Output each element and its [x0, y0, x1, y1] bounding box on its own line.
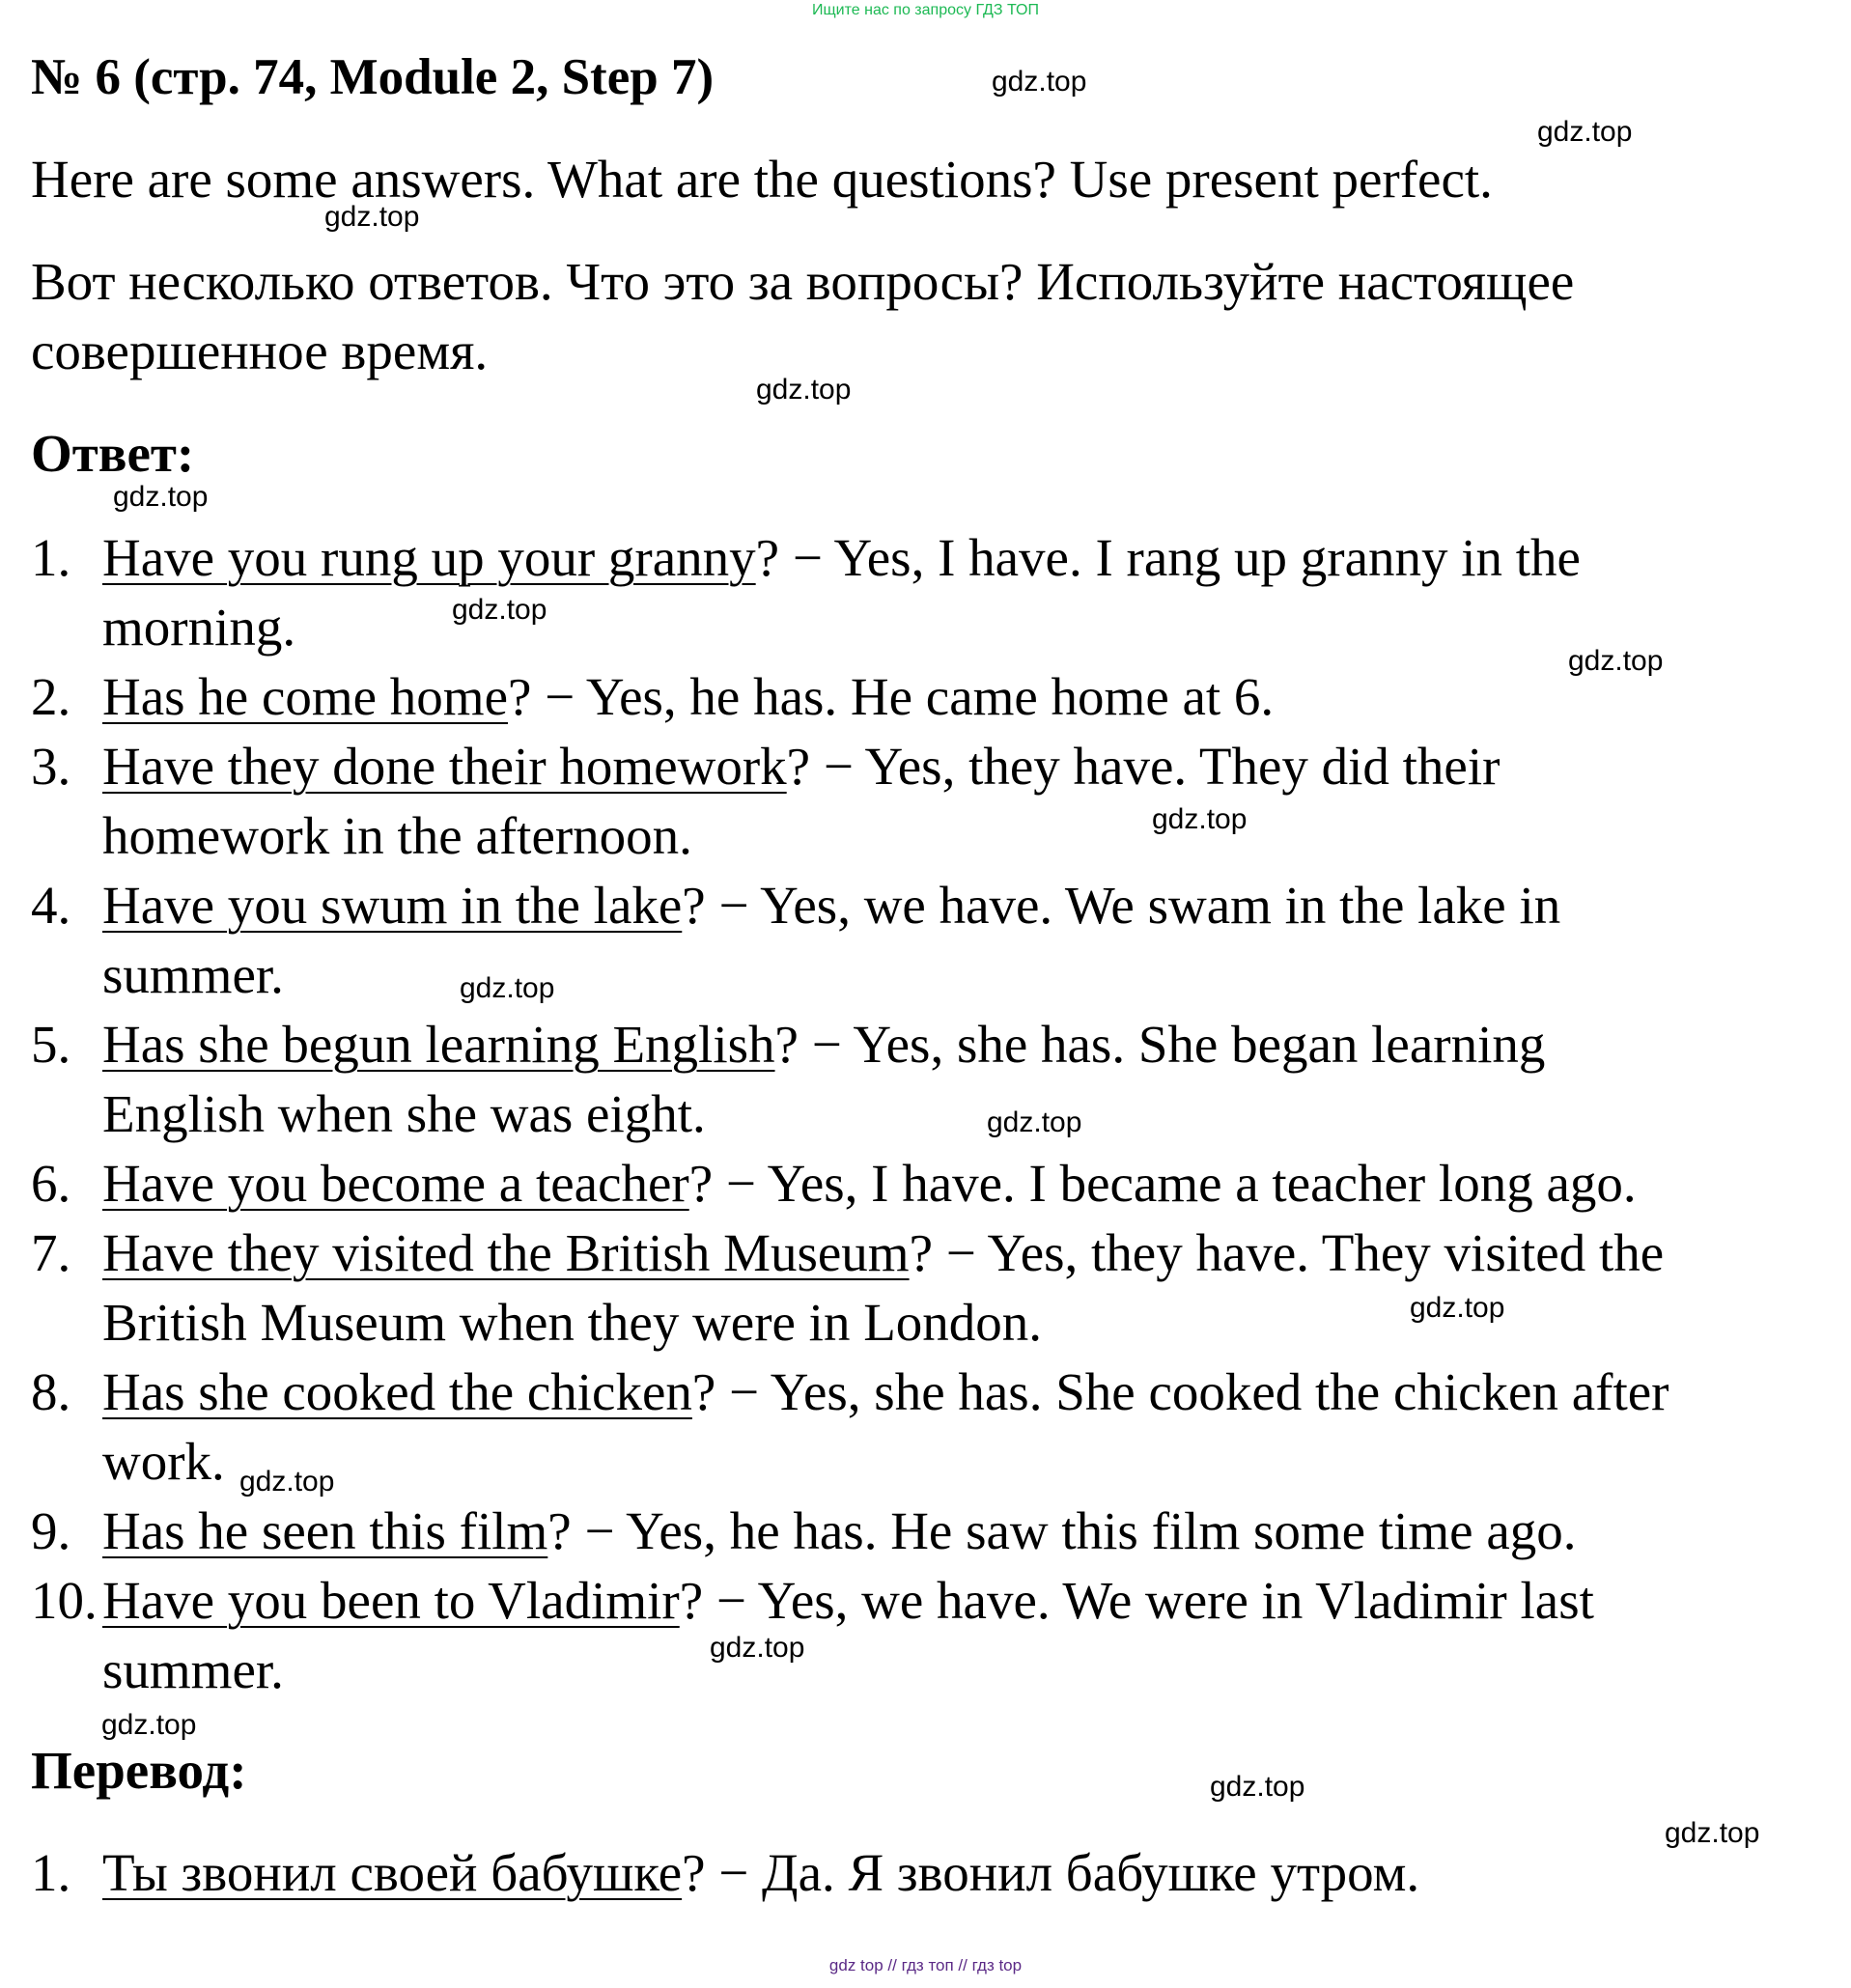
- watermark: gdz.top: [992, 66, 1087, 98]
- watermark: gdz.top: [452, 594, 547, 626]
- answer-text: ? − Yes, they have. They visited the: [909, 1223, 1665, 1282]
- answer-item: [31, 1010, 1827, 1149]
- answer-continuation: work.: [102, 1432, 225, 1491]
- translation-line: [102, 1838, 1827, 1908]
- item-number: 3.: [31, 737, 71, 796]
- watermark: gdz.top: [1568, 645, 1664, 677]
- watermark: gdz.top: [1410, 1292, 1505, 1324]
- answer-line: [102, 1218, 1827, 1288]
- task-russian-line2: совершенное время.: [31, 322, 489, 380]
- watermark: gdz.top: [1537, 116, 1633, 148]
- answer-item: [31, 1566, 1827, 1705]
- question-text: Has she cooked the chicken: [102, 1362, 692, 1421]
- footer-note: gdz top // гдз топ // гдз top: [828, 1956, 1023, 1974]
- question-text: Have you swum in the lake: [102, 876, 683, 935]
- watermark: gdz.top: [239, 1466, 335, 1498]
- question-text: Have you become a teacher: [102, 1154, 689, 1213]
- watermark: gdz.top: [756, 374, 852, 406]
- question-text: Have they done their homework: [102, 737, 787, 796]
- answer-continuation: summer.: [102, 1640, 284, 1699]
- question-text: Have you rung up your granny: [102, 528, 756, 587]
- answer-text: ? − Yes, he has. He saw this film some time ago.: [547, 1501, 1577, 1560]
- task-russian-line1: Вот несколько ответов. Что это за вопросы? Используйте настоящее: [31, 252, 1575, 311]
- watermark: gdz.top: [113, 481, 209, 513]
- watermark: gdz.top: [324, 201, 420, 233]
- question-text: Has he seen this film: [102, 1501, 548, 1560]
- watermark: gdz.top: [1665, 1817, 1760, 1849]
- item-number: 6.: [31, 1154, 71, 1213]
- answer-text: ? − Yes, I have. I became a teacher long ago.: [688, 1154, 1637, 1213]
- item-number: 5.: [31, 1015, 71, 1074]
- answer-line: [102, 871, 1827, 940]
- translation-item: [31, 1838, 1827, 1908]
- answer-line: [102, 1010, 1827, 1079]
- answer-text: ? − Yes, he has. He came home at 6.: [508, 667, 1275, 726]
- question-text: Has he come home: [102, 667, 508, 726]
- item-number: 7.: [31, 1223, 71, 1282]
- watermark: gdz.top: [1152, 803, 1248, 835]
- answer-continuation: English when she was eight.: [102, 1084, 706, 1143]
- task-english: Here are some answers. What are the questions? Use present perfect.: [31, 150, 1493, 209]
- item-number: 1.: [31, 1843, 71, 1902]
- item-number: 2.: [31, 667, 71, 726]
- answer-continuation: morning.: [102, 598, 296, 657]
- answer-continuation: summer.: [102, 945, 284, 1004]
- item-number: 9.: [31, 1501, 71, 1560]
- answer-item: [31, 662, 1827, 732]
- answer-item: [31, 1218, 1827, 1358]
- item-number: 1.: [31, 528, 71, 587]
- answer-text: ? − Да. Я звонил бабушке утром.: [682, 1843, 1420, 1902]
- watermark: gdz.top: [710, 1632, 805, 1664]
- translation-heading: Перевод:: [31, 1741, 247, 1800]
- answer-text: ? − Yes, we have. We swam in the lake in: [682, 876, 1561, 935]
- answer-continuation: British Museum when they were in London.: [102, 1293, 1043, 1352]
- page-title: № 6 (стр. 74, Module 2, Step 7): [31, 49, 715, 105]
- item-number: 8.: [31, 1362, 71, 1421]
- answer-text: ? − Yes, we have. We were in Vladimir last: [679, 1571, 1594, 1630]
- answer-continuation: homework in the afternoon.: [102, 806, 692, 865]
- answer-item: [31, 732, 1827, 871]
- answer-text: ? − Yes, I have. I rang up granny in the: [755, 528, 1581, 587]
- answer-line: [102, 732, 1827, 801]
- item-number: 10.: [31, 1571, 98, 1630]
- answer-line: [102, 1358, 1827, 1427]
- answer-line: [102, 1566, 1827, 1636]
- answer-item: [31, 1497, 1827, 1566]
- question-text: Have you been to Vladimir: [102, 1571, 680, 1630]
- answer-item: [31, 523, 1827, 662]
- answer-line: [102, 1497, 1827, 1566]
- question-text: Have they visited the British Museum: [102, 1223, 910, 1282]
- answer-text: ? − Yes, she has. She cooked the chicken after: [691, 1362, 1669, 1421]
- top-search-note: Ищите нас по запросу ГДЗ ТОП: [812, 2, 1039, 18]
- answer-heading: Ответ:: [31, 424, 195, 483]
- answer-item: [31, 871, 1827, 1010]
- watermark: gdz.top: [460, 972, 555, 1004]
- item-number: 4.: [31, 876, 71, 935]
- answer-line: [102, 1149, 1827, 1218]
- answer-text: ? − Yes, she has. She began learning: [774, 1015, 1546, 1074]
- watermark: gdz.top: [101, 1709, 197, 1741]
- answer-item: [31, 1149, 1827, 1218]
- answer-line: [102, 523, 1827, 593]
- answer-text: ? − Yes, they have. They did their: [786, 737, 1500, 796]
- question-text: Ты звонил своей бабушке: [102, 1843, 683, 1902]
- watermark: gdz.top: [987, 1106, 1082, 1138]
- watermark: gdz.top: [1210, 1771, 1305, 1803]
- question-text: Has she begun learning English: [102, 1015, 775, 1074]
